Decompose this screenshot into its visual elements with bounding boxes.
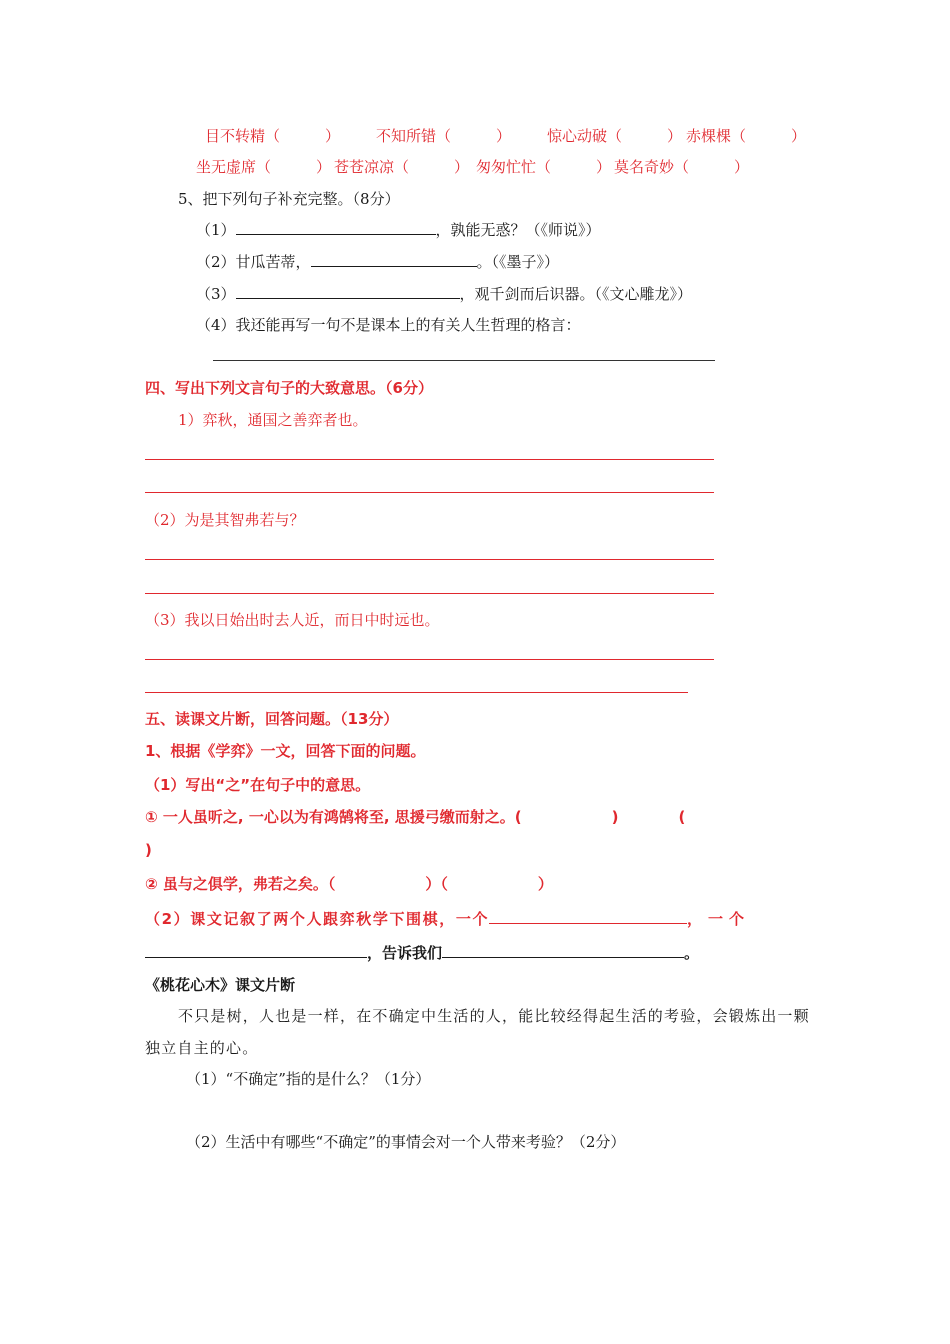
section-5-title: 五、读课文片断，回答问题。（13分） [145,710,399,728]
section-5-q1: 1、根据《学弈》一文，回答下面的问题。 [145,742,426,760]
item-suffix: ，观千剑而后识器。（《文心雕龙》） [459,285,693,303]
item-prefix: （3） [196,285,236,303]
question-5-item-2 [196,252,559,272]
excerpt-paragraph-line: 不只是树，人也是一样，在不确定中生活的人，能比较经得起生活的考验，会锻炼出一颗 [178,1007,810,1025]
vocab-item: 莫名奇妙（ ） [614,158,750,176]
answer-line[interactable] [145,459,714,460]
q-text: ，告诉我们 [367,944,443,962]
answer-line[interactable] [145,659,714,660]
answer-line[interactable] [145,492,714,493]
vocab-item: 不知所错（ ） [376,127,512,145]
item-prefix: （1） [196,221,236,239]
answer-blank[interactable] [311,252,477,267]
answer-line[interactable] [145,559,714,560]
section-5-q1-2 [145,909,750,929]
item-prefix: （2）甘瓜苦蒂， [196,253,311,271]
section-5-item-1: ① 一人虽听之, 一心以为有鸿鹄将至, 思援弓缴而射之。( ) ( [145,808,686,826]
vocab-item: 赤棵棵（ ） [686,127,807,145]
item-suffix: ，孰能无惑？（《师说》） [435,221,601,239]
excerpt-q2: （2）生活中有哪些“不确定”的事情会对一个人带来考验？（2分） [186,1133,626,1151]
q-text: 。 [684,944,700,962]
section-4-q1: 1）弈秋，通国之善弈者也。 [178,411,368,429]
answer-blank[interactable] [442,943,684,958]
excerpt-paragraph-line: 独立自主的心。 [145,1039,259,1057]
answer-line[interactable] [213,360,715,361]
answer-line[interactable] [145,692,688,693]
vocab-item: 目不转精（ ） [205,127,341,145]
section-4-title: 四、写出下列文言句子的大致意思。（6分） [145,379,433,397]
excerpt-q1: （1）“不确定”指的是什么？（1分） [186,1070,431,1088]
question-5-item-1 [196,220,601,240]
section-4-q3: （3）我以日始出时去人近，而日中时远也。 [145,611,440,629]
section-5-item-1-cont: ) [145,841,152,859]
vocab-item: 惊心动破（ ） [547,127,683,145]
answer-blank[interactable] [145,943,367,958]
question-5-item-3 [196,284,692,304]
answer-blank[interactable] [236,220,436,235]
q-text: （2）课文记叙了两个人跟弈秋学下围棋，一个 [145,910,490,928]
section-5-q1-1: （1）写出“之”在句子中的意思。 [145,776,371,794]
section-5-q1-2-cont [145,943,699,963]
q-text: ，一个 [687,910,751,928]
vocab-item: 匆匆忙忙（ ） [476,158,612,176]
answer-line[interactable] [145,593,714,594]
question-5-item-4: （4）我还能再写一句不是课本上的有关人生哲理的格言： [196,316,581,334]
vocab-item: 苍苍凉凉（ ） [334,158,470,176]
answer-blank[interactable] [236,284,460,299]
excerpt-title: 《桃花心木》课文片断 [145,976,296,994]
section-5-item-2: ② 虽与之俱学，弗若之矣。（ ）（ ） [145,875,553,893]
vocab-item: 坐无虚席（ ） [196,158,332,176]
question-5-title: 5、把下列句子补充完整。（8分） [178,190,400,208]
section-4-q2: （2）为是其智弗若与？ [145,511,305,529]
answer-blank[interactable] [489,909,687,924]
item-suffix: 。（《墨子》） [476,253,560,271]
